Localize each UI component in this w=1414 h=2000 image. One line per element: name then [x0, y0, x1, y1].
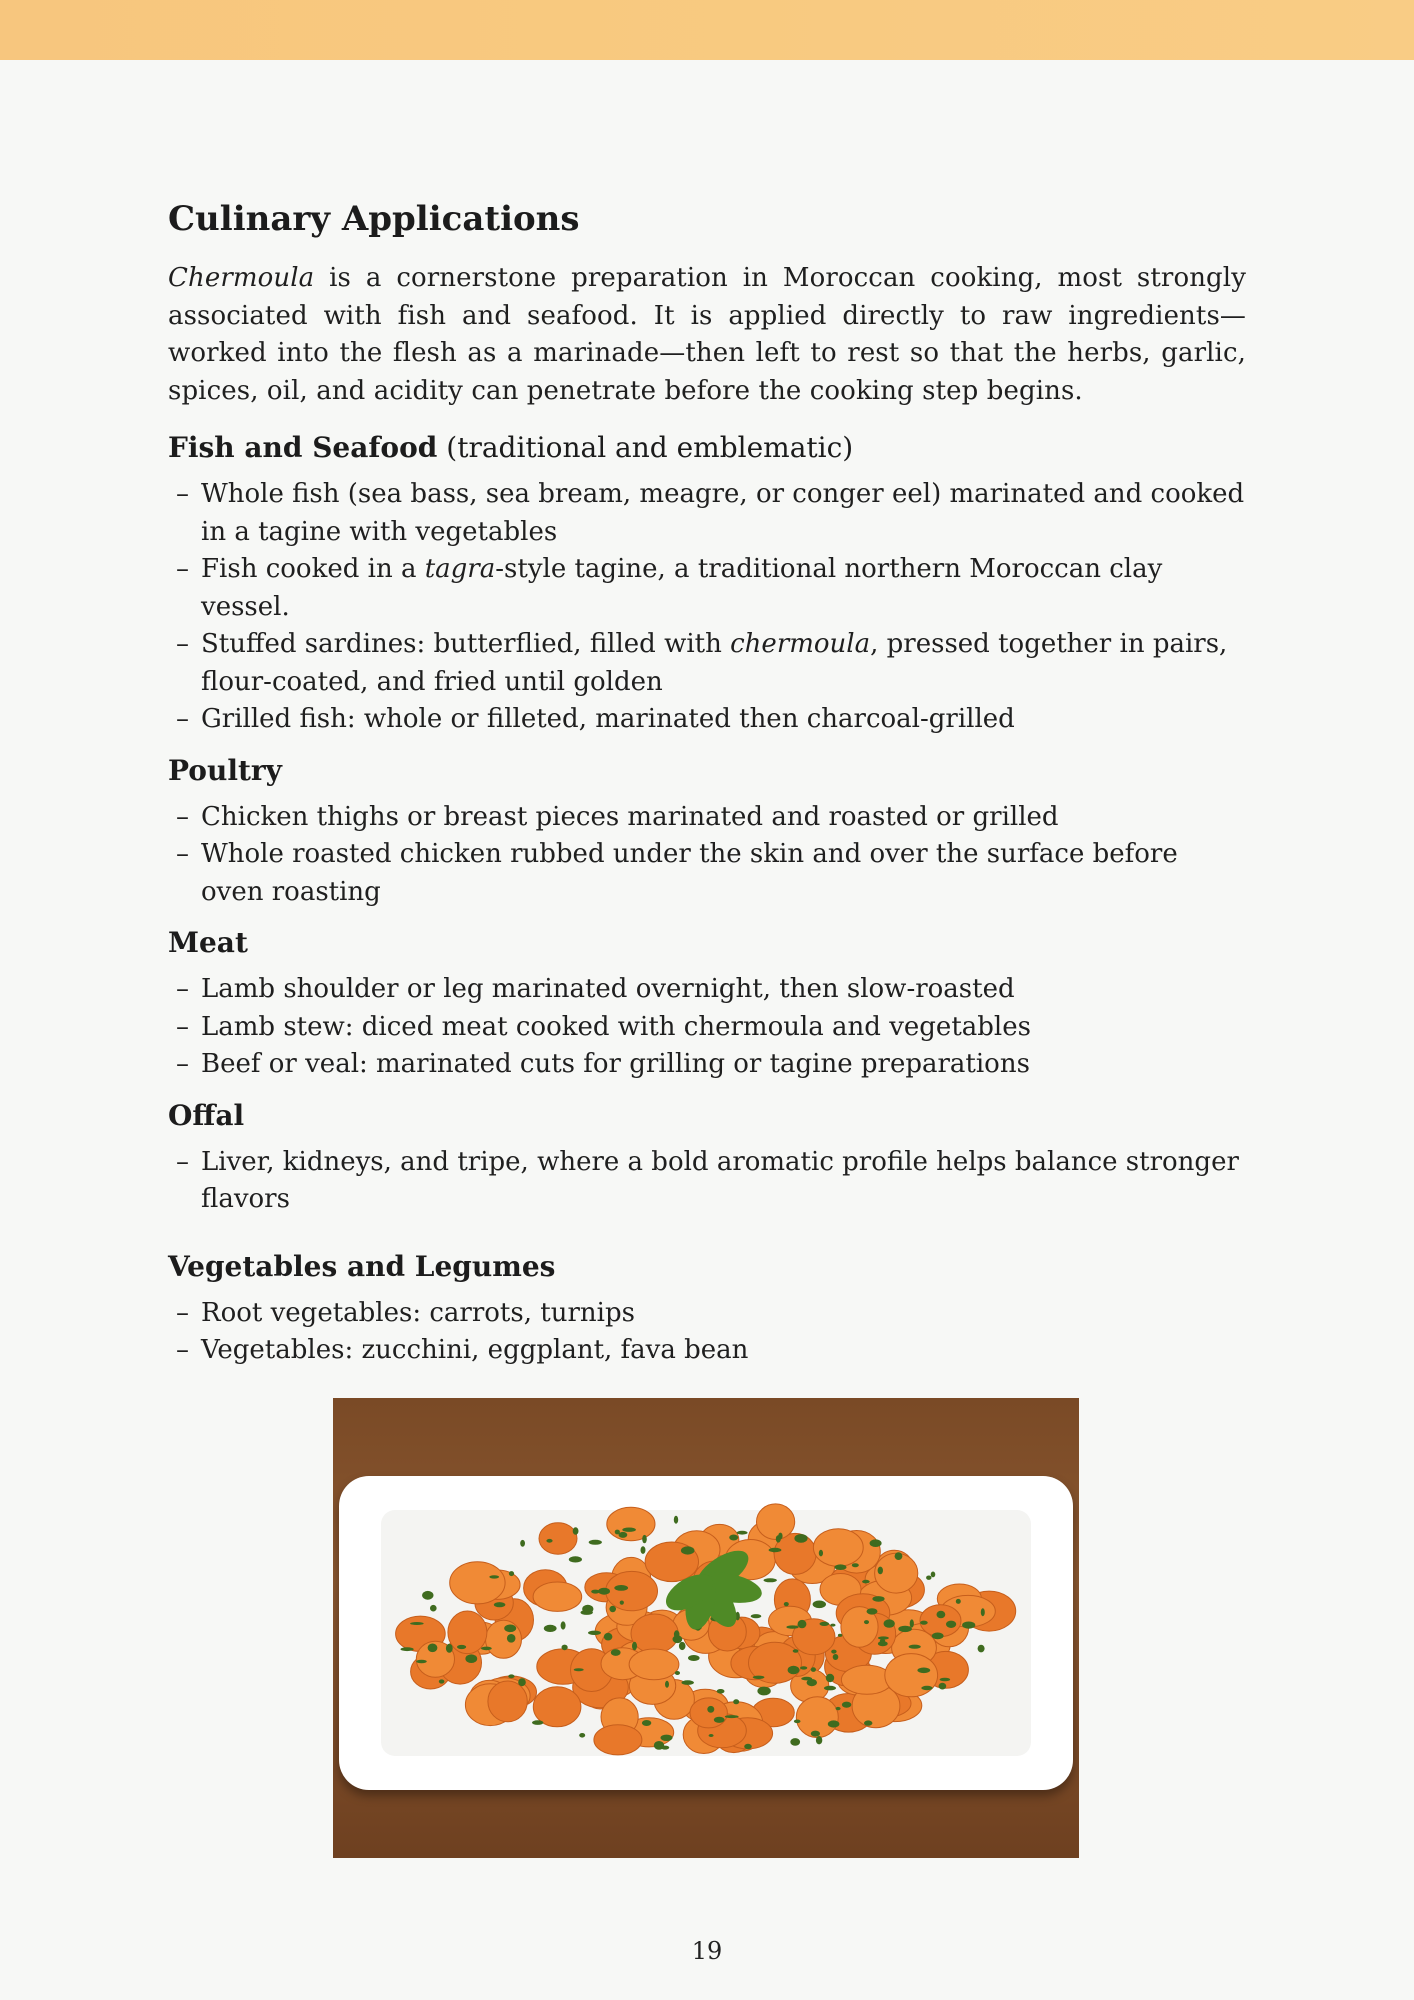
list-item-text: Stuffed sardines: butterflied, filled with	[201, 629, 731, 659]
herb-fleck	[909, 1645, 921, 1649]
page-content	[168, 196, 1246, 1382]
page-heading: Culinary Applications	[168, 199, 580, 239]
herb-fleck	[838, 1634, 842, 1637]
list-item: – Whole fish (sea bass, sea bream, meagre, or conger eel) marinated and cooked in a tagine with vegetables	[168, 476, 1246, 551]
herb-fleck	[615, 1530, 620, 1535]
carrot-slice	[813, 1529, 863, 1567]
carrot-salad-illustration	[333, 1398, 1079, 1858]
herb-fleck	[518, 1678, 526, 1686]
herb-fleck	[842, 1702, 851, 1708]
herb-fleck	[489, 1575, 499, 1578]
herb-fleck	[932, 1633, 944, 1640]
section-subtitle-fish: (traditional and emblematic)	[437, 431, 854, 464]
herb-fleck	[717, 1689, 725, 1694]
carrot-slice	[690, 1698, 727, 1728]
section-heading-meat: Meat	[168, 926, 248, 959]
herb-fleck	[729, 1535, 738, 1541]
herb-fleck	[910, 1619, 914, 1627]
herb-fleck	[757, 1687, 770, 1696]
herb-fleck	[622, 1528, 636, 1532]
herb-fleck	[604, 1633, 613, 1641]
herb-fleck	[764, 1578, 777, 1582]
herb-fleck	[642, 1535, 647, 1543]
list-item: – Lamb stew: diced meat cooked with chermoula and vegetables	[168, 1009, 1246, 1047]
herb-fleck	[428, 1644, 438, 1653]
herb-fleck	[661, 1735, 673, 1741]
herb-fleck	[574, 1668, 584, 1671]
list-item: – Chicken thighs or breast pieces marinated and roasted or grilled	[168, 799, 1246, 837]
herb-fleck	[707, 1706, 714, 1713]
herb-fleck	[864, 1620, 869, 1624]
herb-fleck	[926, 1576, 931, 1580]
herb-fleck	[509, 1571, 514, 1576]
section-title-fish: Fish and Seafood	[168, 431, 438, 464]
herb-fleck	[864, 1720, 872, 1725]
carrot-slice	[486, 1620, 522, 1658]
carrot-slice	[488, 1681, 527, 1722]
herb-fleck	[956, 1599, 961, 1604]
herb-fleck	[737, 1531, 748, 1535]
herb-fleck	[520, 1540, 525, 1547]
herb-fleck	[793, 1649, 799, 1652]
herb-fleck	[401, 1647, 414, 1651]
meat-list	[168, 971, 1246, 1084]
herb-fleck	[465, 1654, 477, 1663]
herb-fleck	[641, 1546, 646, 1554]
herb-fleck	[836, 1707, 841, 1710]
poultry-list	[168, 799, 1246, 912]
list-item: – Whole roasted chicken rubbed under the skin and over the surface before oven roasting	[168, 836, 1246, 911]
herb-fleck	[870, 1539, 882, 1547]
herb-fleck	[769, 1548, 782, 1552]
herb-fleck	[611, 1649, 621, 1656]
herb-fleck	[852, 1563, 859, 1567]
herb-fleck	[410, 1622, 424, 1625]
herb-fleck	[632, 1642, 637, 1651]
section-spacer	[168, 1231, 1246, 1247]
list-item: – Vegetables: zucchini, eggplant, fava bean	[168, 1332, 1246, 1370]
herb-fleck	[681, 1546, 695, 1554]
herb-fleck	[753, 1676, 765, 1679]
list-item	[168, 551, 1246, 626]
herb-fleck	[811, 1667, 816, 1672]
herb-fleck	[642, 1720, 651, 1726]
herb-fleck	[582, 1605, 593, 1614]
intro-paragraph	[168, 260, 1246, 410]
herb-fleck	[828, 1720, 840, 1727]
list-item: – Lamb shoulder or leg marinated overnight, then slow-roasted	[168, 971, 1246, 1009]
herb-fleck	[819, 1550, 823, 1557]
fish-list	[168, 476, 1246, 739]
herb-fleck	[422, 1591, 433, 1600]
herb-fleck	[824, 1686, 836, 1691]
list-item: – Root vegetables: carrots, turnips	[168, 1295, 1246, 1333]
herb-fleck	[940, 1678, 951, 1682]
carrot-slice	[607, 1507, 655, 1540]
herb-fleck	[794, 1720, 801, 1724]
herb-fleck	[786, 1625, 798, 1628]
herb-fleck	[978, 1645, 985, 1653]
carrot-salad-photo	[333, 1398, 1079, 1858]
section-heading-vegetables: Vegetables and Legumes	[168, 1249, 556, 1283]
herb-fleck	[665, 1681, 669, 1688]
section-heading-poultry: Poultry	[168, 753, 282, 787]
herb-fleck	[709, 1734, 714, 1737]
herb-fleck	[801, 1677, 812, 1681]
herb-fleck	[931, 1572, 936, 1578]
carrot-slice	[448, 1611, 487, 1654]
herb-fleck	[504, 1625, 516, 1633]
herb-fleck	[688, 1655, 700, 1661]
herb-fleck	[446, 1644, 453, 1653]
herb-fleck	[714, 1717, 725, 1723]
herb-fleck	[416, 1660, 427, 1663]
herb-fleck	[946, 1621, 956, 1628]
herb-fleck	[588, 1631, 601, 1635]
list-item-text: , pressed together in pairs, flour-coated, and fried until golden	[201, 629, 1228, 697]
carrot-slice	[885, 1654, 938, 1697]
herb-fleck	[778, 1533, 782, 1540]
carrot-slice	[450, 1562, 505, 1604]
herb-fleck	[481, 1647, 492, 1651]
herb-fleck	[921, 1686, 932, 1690]
herb-fleck	[494, 1602, 506, 1607]
herb-fleck	[939, 1683, 947, 1690]
herb-fleck	[609, 1606, 616, 1612]
carrot-slice	[757, 1504, 795, 1540]
herb-fleck	[784, 1602, 789, 1606]
herb-fleck	[794, 1534, 807, 1543]
herb-fleck	[962, 1622, 975, 1629]
herb-fleck	[937, 1611, 946, 1618]
herb-fleck	[562, 1645, 568, 1651]
carrot-slice	[533, 1582, 582, 1611]
herb-fleck	[546, 1539, 552, 1543]
herb-fleck	[682, 1680, 694, 1685]
carrot-slice	[629, 1649, 679, 1680]
herb-fleck	[430, 1605, 437, 1612]
herb-fleck	[835, 1564, 847, 1570]
herb-fleck	[589, 1540, 602, 1545]
herb-fleck	[790, 1738, 800, 1746]
herb-fleck	[579, 1733, 585, 1738]
herb-fleck	[788, 1666, 800, 1675]
herb-fleck	[820, 1622, 830, 1626]
herb-fleck	[800, 1666, 807, 1669]
intro-term: Chermoula	[168, 263, 315, 293]
herb-fleck	[569, 1556, 582, 1562]
herb-fleck	[895, 1552, 903, 1560]
offal-list	[168, 1144, 1246, 1219]
herb-fleck	[872, 1596, 884, 1602]
herb-fleck	[573, 1527, 579, 1535]
herb-fleck	[661, 1746, 669, 1750]
list-item-emphasis: chermoula	[730, 629, 871, 659]
list-item: – Beef or veal: marinated cuts for grilling or tagine preparations	[168, 1046, 1246, 1084]
herb-fleck	[880, 1638, 885, 1644]
herb-fleck	[830, 1624, 835, 1627]
section-heading-fish	[168, 428, 1246, 468]
herb-fleck	[675, 1671, 680, 1675]
herb-fleck	[733, 1699, 739, 1704]
herb-fleck	[917, 1668, 930, 1674]
herb-fleck	[898, 1626, 912, 1632]
herb-fleck	[862, 1580, 870, 1584]
list-item: – Grilled fish: whole or filleted, marinated then charcoal-grilled	[168, 701, 1246, 739]
herb-fleck	[751, 1614, 762, 1618]
herb-fleck	[816, 1736, 822, 1744]
carrot-slice	[631, 1614, 678, 1653]
herb-fleck	[674, 1630, 680, 1638]
herb-fleck	[725, 1715, 739, 1718]
carrot-slice	[594, 1725, 642, 1755]
vegetables-list	[168, 1295, 1246, 1370]
herb-fleck	[507, 1634, 516, 1643]
herb-fleck	[619, 1532, 628, 1538]
top-decorative-band	[0, 0, 1414, 60]
list-item-emphasis: tagra	[424, 554, 496, 584]
herb-fleck	[831, 1650, 836, 1654]
list-item-text: -style tagine, a traditional northern Moroccan clay vessel.	[201, 554, 1163, 622]
herb-fleck	[620, 1601, 624, 1605]
herb-fleck	[614, 1585, 628, 1591]
herb-fleck	[811, 1731, 820, 1737]
herb-fleck	[884, 1619, 895, 1627]
herb-fleck	[798, 1620, 807, 1628]
herb-fleck	[826, 1674, 834, 1682]
herb-fleck	[744, 1744, 752, 1749]
herb-fleck	[981, 1608, 985, 1616]
list-item-text: Fish cooked in a	[201, 554, 425, 584]
herb-fleck	[544, 1625, 557, 1632]
herb-fleck	[598, 1588, 610, 1595]
intro-text: is a cornerstone preparation in Moroccan cooking, most strongly associated with fish and seafood. It is applied directly to raw ingredients—worked into the flesh as a marinade—then left to rest so that the herbs, garlic, spices, oil, and acidity can penetrate before the cooking step begins.	[168, 263, 1246, 406]
herb-fleck	[813, 1601, 826, 1609]
herb-fleck	[508, 1674, 514, 1678]
list-item	[168, 626, 1246, 701]
herb-fleck	[532, 1720, 543, 1725]
carrot-slice	[920, 1605, 961, 1637]
carrot-slice	[606, 1571, 658, 1610]
herb-fleck	[867, 1608, 878, 1614]
herb-fleck	[674, 1516, 678, 1524]
herb-fleck	[920, 1621, 928, 1625]
section-heading-offal: Offal	[168, 1098, 245, 1132]
herb-fleck	[457, 1645, 466, 1649]
herb-fleck	[439, 1679, 445, 1683]
list-item: – Liver, kidneys, and tripe, where a bold aromatic profile helps balance stronger flavors	[168, 1144, 1246, 1219]
herb-fleck	[833, 1654, 839, 1660]
herb-fleck	[878, 1567, 883, 1575]
herb-fleck	[679, 1642, 686, 1650]
page-number: 19	[691, 1937, 723, 1965]
carrot-slice	[539, 1523, 577, 1554]
herb-fleck	[561, 1621, 566, 1629]
